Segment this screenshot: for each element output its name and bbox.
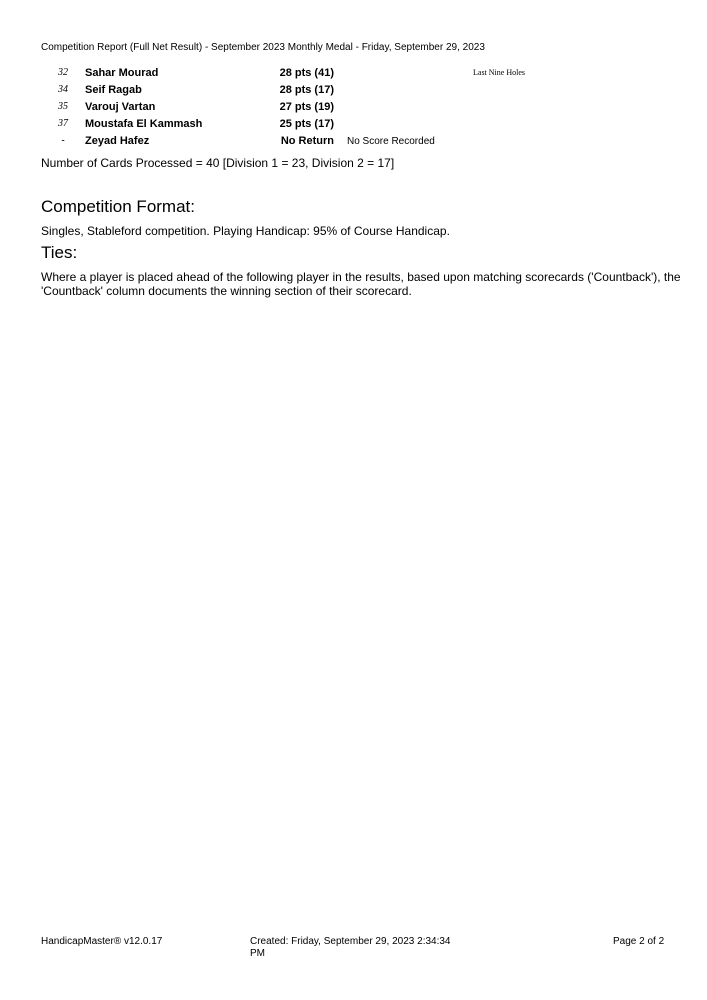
note-cell: No Score Recorded xyxy=(347,136,435,147)
player-name-cell: Varouj Vartan xyxy=(85,101,156,113)
software-version: HandicapMaster® v12.0.17 xyxy=(41,936,163,947)
countback-cell: Last Nine Holes xyxy=(473,68,525,77)
page-number: Page 2 of 2 xyxy=(613,936,665,947)
ties-text: Where a player is placed ahead of the following player in the results, based upon matching scorecards ('Countback'), the 'Countback' column documents the winning section of their scorecard. xyxy=(41,270,681,298)
results-table xyxy=(41,65,601,150)
player-name-cell: Seif Ragab xyxy=(85,84,142,96)
position-cell: 34 xyxy=(58,84,68,95)
cards-processed-summary: Number of Cards Processed = 40 [Division 1 = 23, Division 2 = 17] xyxy=(41,156,395,170)
competition-format-heading: Competition Format: xyxy=(41,197,195,216)
report-title: Competition Report (Full Net Result) - September 2023 Monthly Medal - Friday, September 29, 2023 xyxy=(41,42,485,53)
table-row xyxy=(41,116,601,133)
ties-heading: Ties: xyxy=(41,243,78,262)
position-cell: - xyxy=(61,135,65,146)
created-timestamp: Created: Friday, September 29, 2023 2:34:34 PM xyxy=(250,936,451,959)
table-row xyxy=(41,65,601,82)
player-name-cell: Sahar Mourad xyxy=(85,67,159,79)
table-row xyxy=(41,99,601,116)
score-cell: 28 pts (41) xyxy=(279,67,334,79)
competition-format-text: Singles, Stableford competition. Playing Handicap: 95% of Course Handicap. xyxy=(41,224,450,238)
position-cell: 35 xyxy=(58,101,68,112)
score-cell: No Return xyxy=(280,135,334,147)
table-row xyxy=(41,82,601,99)
position-cell: 37 xyxy=(58,118,68,129)
score-cell: 28 pts (17) xyxy=(279,84,334,96)
table-row xyxy=(41,133,601,150)
score-cell: 25 pts (17) xyxy=(279,118,334,130)
player-name-cell: Moustafa El Kammash xyxy=(85,118,203,130)
position-cell: 32 xyxy=(58,67,68,78)
score-cell: 27 pts (19) xyxy=(279,101,334,113)
player-name-cell: Zeyad Hafez xyxy=(85,135,150,147)
